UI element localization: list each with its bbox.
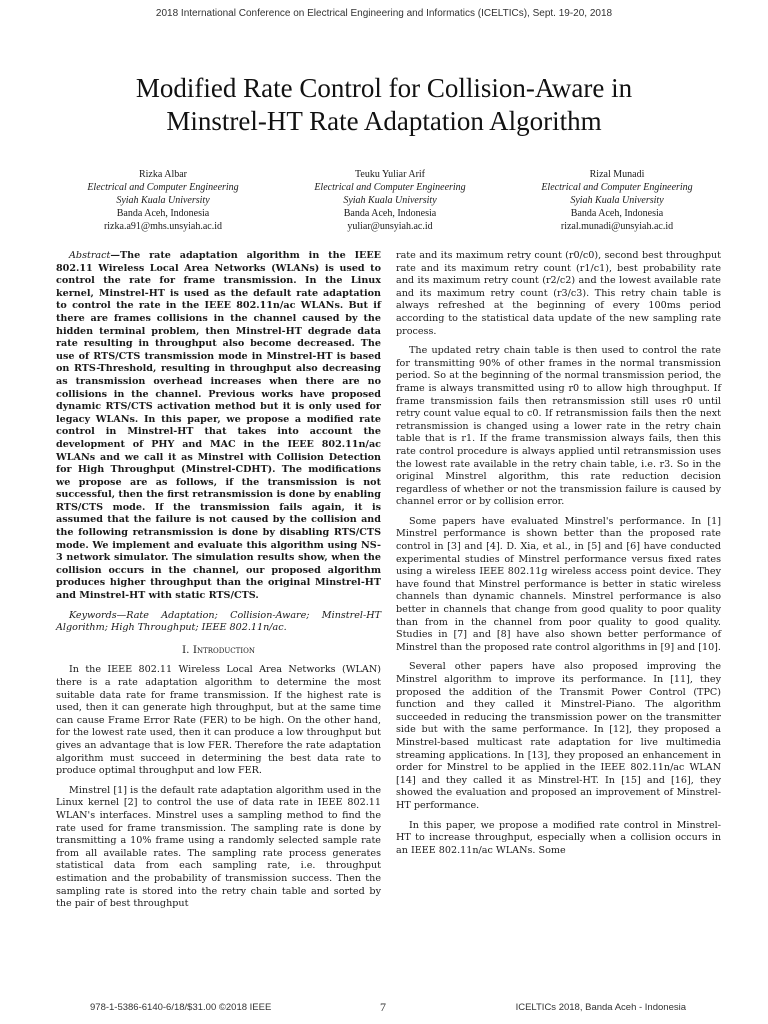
author-1 xyxy=(50,168,276,233)
keywords xyxy=(56,610,381,635)
author-university: Syiah Kuala University xyxy=(570,195,664,206)
author-city: Banda Aceh, Indonesia xyxy=(343,208,437,219)
author-name: Teuku Yuliar Arif xyxy=(354,169,426,180)
right-paragraph-1: rate and its maximum retry count (r0/c0), second best throughput rate and its maximum retry count (r1/c1), best probability rate and its maximum retry count (r2/c2) and the lowest available rate and its maximum retry count (r3/c3). This retry chain table is always refreshed at the beginning of every 100ms period according to the statistical data update of the new sampling rate process. xyxy=(396,250,721,337)
right-paragraph-5: In this paper, we propose a modified rate control in Minstrel-HT to increase throughput, especially when a collision occurs in an IEEE 802.11n/ac WLANs. Some xyxy=(396,819,721,856)
keywords-text: —Rate Adaptation; Collision-Aware; Minstrel-HT Algorithm; High Throughput; IEEE 802.11n/ac. xyxy=(56,609,381,634)
author-email: rizka.a91@mhs.unsyiah.ac.id xyxy=(103,221,223,232)
author-department: Electrical and Computer Engineering xyxy=(314,182,466,193)
title-line-1: Modified Rate Control for Collision-Aware in xyxy=(135,73,633,103)
author-university: Syiah Kuala University xyxy=(116,195,210,206)
author-email: rizal.munadi@unsyiah.ac.id xyxy=(560,221,674,232)
section-heading-introduction: I. Introduction xyxy=(182,643,255,656)
author-name: Rizal Munadi xyxy=(589,169,645,180)
conference-header: 2018 International Conference on Electrical Engineering and Informatics (ICELTICs), Sept. 19-20, 2018 xyxy=(155,8,613,19)
left-column xyxy=(56,250,381,918)
title-line-2: Minstrel-HT Rate Adaptation Algorithm xyxy=(166,106,602,136)
page-footer xyxy=(0,1002,768,1016)
author-department: Electrical and Computer Engineering xyxy=(87,182,239,193)
right-paragraph-2: The updated retry chain table is then used to control the rate for transmitting 90% of other frames in the normal transmission period. So at the beginning of the normal transmission period, the frame is always transmitted using r0 to allow high throughput. If frame transmission fails then retransmission still uses r0 until retry count value equal to c0. If retransmission fails then the next retransmission is changed using a lower rate in the retry chain table that is r1. If the frame transmission always fails, then this rate control procedure is always applied until retransmission uses the lowest rate available in the retry chain table, i.e. r3. So in the original Minstrel algorithm, this rate reduction decision regardless of whether or not the transmission failure is caused by channel error or by collision error. xyxy=(396,345,721,508)
intro-paragraph-1: In the IEEE 802.11 Wireless Local Area Networks (WLAN) there is a rate adaptation algorithm to determine the most suitable data rate for frame transmission. If the highest rate is used, then it can generate high throughput, but at the same time can cause Frame Error Rate (FER) to be high. On the other hand, for the lowest rate used, then it can produce a low throughput but gives an advantage that is low FER. Therefore the rate adaptation algorithm must succeed in determining the best data rate to produce optimal throughput and low FER. xyxy=(56,664,381,777)
author-block xyxy=(50,168,730,233)
footer-copyright: 978-1-5386-6140-6/18/$31.00 ©2018 IEEE xyxy=(90,1002,272,1013)
author-city: Banda Aceh, Indonesia xyxy=(570,208,664,219)
author-city: Banda Aceh, Indonesia xyxy=(116,208,210,219)
abstract xyxy=(56,250,381,603)
author-department: Electrical and Computer Engineering xyxy=(541,182,693,193)
author-university: Syiah Kuala University xyxy=(343,195,437,206)
page-number: 7 xyxy=(380,1000,386,1014)
author-2 xyxy=(277,168,503,233)
author-3 xyxy=(504,168,730,233)
footer-venue: ICELTICs 2018, Banda Aceh - Indonesia xyxy=(515,1002,686,1013)
keywords-label: Keywords xyxy=(69,609,117,621)
abstract-text: —The rate adaptation algorithm in the IEEE 802.11 Wireless Local Area Networks (WLANs) is used to control the rate for frame transmission. In the Linux kernel, Minstrel-HT is used as the default rate adaptation to control the rate in the IEEE 802.11n/ac WLANs. But if there are frames collisions in the channel caused by the hidden terminal problem, then Minstrel-HT degrade data rate resulting in throughput also become decreased. The use of RTS/CTS transmission mode in Minstrel-HT is based on RTS-Threshold, resulting in throughput also decreasing as transmission overhead increases when there are no collisions in the channel. Previous works have proposed dynamic RTS/CTS activation method but it is only used for legacy WLANs. In this paper, we propose a modified rate control in Minstrel-HT that takes into account the development of PHY and MAC in the IEEE 802.11n/ac WLANs and we call it as Minstrel with Collision Detection for High Throughput (Minstrel-CDHT). The modifications we propose are as follows, if the transmission is not successful, then the first retransmission is done by enabling RTS/CTS mode. If the transmission fails again, it is assumed that the failure is not caused by the collision and the following retransmission is done by disabling RTS/CTS mode. We implement and evaluate this algorithm using NS-3 network simulator. The simulation results show, when the collision occurs in the channel, our proposed algorithm produces higher throughput than the original Minstrel-HT and Minstrel-HT with static RTS/CTS. xyxy=(56,250,381,602)
right-paragraph-4: Several other papers have also proposed improving the Minstrel algorithm to improve its performance. In [11], they proposed the addition of the Transmit Power Control (TPC) function and they called it Minstrel-Piano. The algorithm succeeded in reducing the transmission power on the transmitter side but with the same performance. In [12], they proposed a Minstrel-based multicast rate adaptation for live multimedia streaming applications. In [13], they proposed an enhancement in order for Minstrel to be applied in the IEEE 802.11n/ac WLAN [14] and they called it as Minstrel-HT. In [15] and [16], they showed the evaluation and proposed an improvement of Minstrel-HT performance. xyxy=(396,661,721,811)
abstract-label: Abstract xyxy=(69,250,111,261)
paper-title xyxy=(40,72,728,138)
right-paragraph-3: Some papers have evaluated Minstrel's performance. In [1] Minstrel performance is shown better than the proposed rate control in [3] and [4]. D. Xia, et al., in [5] and [6] have conducted experimental studies of Minstrel performance versus fixed rates using a wireless IEEE 802.11g wireless access point device. They have found that Minstrel performance is better in static wireless channels than dynamic channels. Minstrel performance is also better in channels that change from good quality to poor quality than from in the channel from poor quality to good quality. Studies in [7] and [8] have also shown better performance of Minstrel than the proposed rate control algorithms in [9] and [10]. xyxy=(396,515,721,653)
right-column xyxy=(396,250,721,864)
intro-paragraph-2: Minstrel [1] is the default rate adaptation algorithm used in the Linux kernel [2] to control the use of data rate in IEEE 802.11 WLAN's interfaces. Minstrel uses a sampling method to find the rate used for frame transmission. The sampling rate is done by transmitting a 10% frame using a randomly selected sample rate from all available rates. The sampling rate process generates statistical data from each sampling rate, i.e. throughput estimation and the probability of transmission success. Then the sampling rate is stored into the retry chain table and sorted by the pair of best throughput xyxy=(56,784,381,910)
author-email: yuliar@unsyiah.ac.id xyxy=(347,221,433,232)
author-name: Rizka Albar xyxy=(138,169,188,180)
